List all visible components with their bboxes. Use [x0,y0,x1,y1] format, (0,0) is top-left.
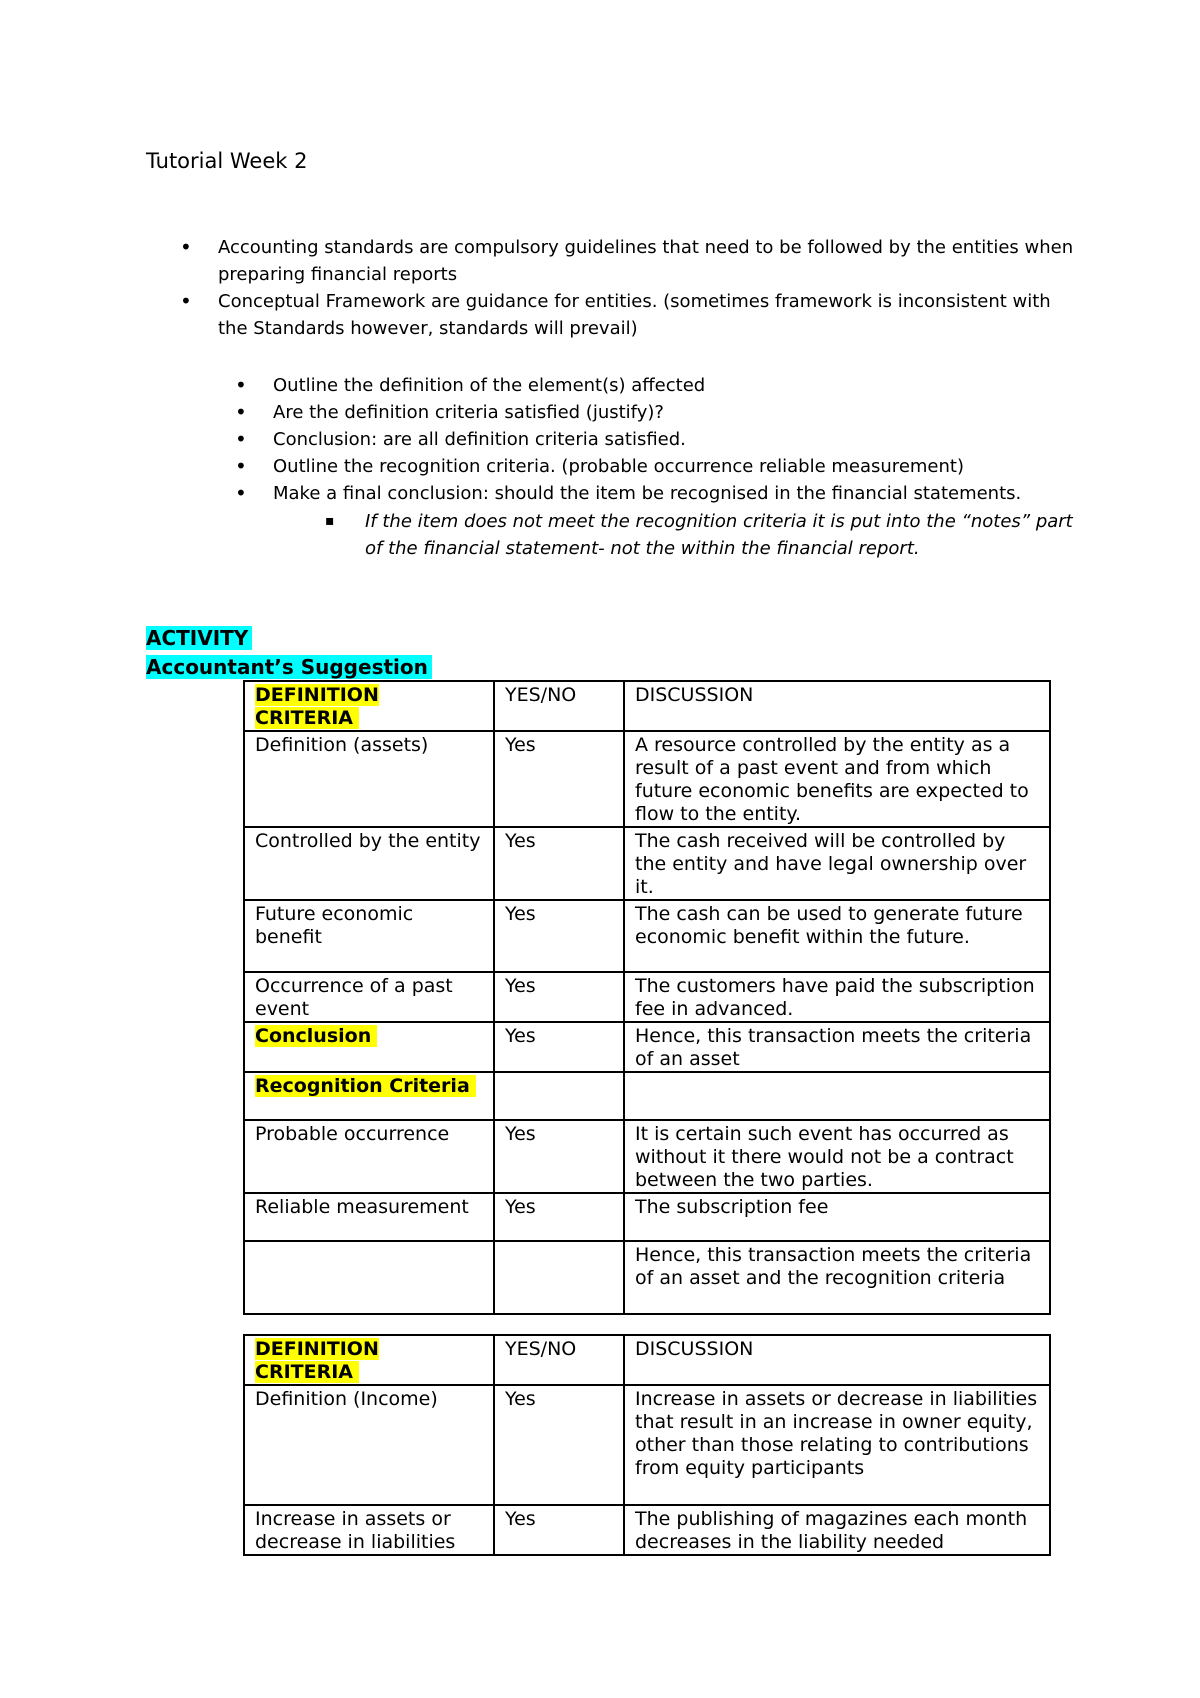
header-cell [244,1335,494,1385]
criteria-cell: Controlled by the entity [244,827,494,900]
table-row [244,1385,1050,1505]
discussion-cell: The customers have paid the subscription fee in advanced. [624,972,1050,1022]
yesno-cell: Yes [494,827,624,900]
discussion-cell: The publishing of magazines each month decreases in the liability needed [624,1505,1050,1555]
discussion-cell: The cash received will be controlled by the entity and have legal ownership over it. [624,827,1050,900]
yesno-cell: Yes [494,731,624,827]
yesno-cell [494,1072,624,1120]
yesno-cell: Yes [494,1022,624,1072]
discussion-cell: Hence, this transaction meets the criteria of an asset [624,1022,1050,1072]
yesno-cell: Yes [494,1385,624,1505]
discussion-cell: It is certain such event has occurred as without it there would not be a contract between the two parties. [624,1120,1050,1193]
step-bullet: • Make a final conclusion: should the item be recognised in the financial statements. [235,480,1095,507]
header-cell: YES/NO [494,1335,624,1385]
yesno-cell [494,1241,624,1314]
step-bullet: • Outline the recognition criteria. (probable occurrence reliable measurement) [235,453,1095,480]
table-row [244,731,1050,827]
header-cell [244,681,494,731]
criteria-cell [244,1022,494,1072]
table-row [244,1022,1050,1072]
table-row [244,1120,1050,1193]
header-criteria-label: DEFINITION CRITERIA [255,684,379,729]
criteria-cell: Increase in assets or decrease in liabilities [244,1505,494,1555]
step-bullet: • Conclusion: are all definition criteria satisfied. [235,426,1095,453]
conclusion-label: Conclusion [255,1025,377,1047]
criteria-cell: Probable occurrence [244,1120,494,1193]
table-row [244,1505,1050,1555]
asset-criteria-table [243,680,1051,1315]
activity-label: ACTIVITY [146,626,252,650]
header-criteria-label: DEFINITION CRITERIA [255,1338,379,1383]
criteria-cell: Definition (Income) [244,1385,494,1505]
criteria-cell: Occurrence of a past event [244,972,494,1022]
criteria-cell: Definition (assets) [244,731,494,827]
steps-bullet-list [235,372,1095,507]
header-cell: YES/NO [494,681,624,731]
criteria-cell: Reliable measurement [244,1193,494,1241]
yesno-cell: Yes [494,972,624,1022]
recognition-criteria-label: Recognition Criteria [255,1075,476,1097]
recognition-note: ▪ If the item does not meet the recognition criteria it is put into the “notes” part of the financial statement- not the within the financial report. [325,508,1095,562]
table-row [244,900,1050,972]
discussion-cell: The subscription fee [624,1193,1050,1241]
table-row [244,827,1050,900]
step-bullet: • Outline the definition of the element(s) affected [235,372,1095,399]
discussion-cell: Hence, this transaction meets the criteria of an asset and the recognition criteria [624,1241,1050,1314]
header-cell: DISCUSSION [624,1335,1050,1385]
activity-heading [146,624,432,682]
criteria-cell [244,1241,494,1314]
table-row [244,1241,1050,1314]
discussion-cell: Increase in assets or decrease in liabilities that result in an increase in owner equity, other than those relating to contributions from equity participants [624,1385,1050,1505]
suggestion-label: Accountant’s Suggestion [146,655,432,679]
yesno-cell: Yes [494,1505,624,1555]
discussion-cell [624,1072,1050,1120]
table-row [244,1072,1050,1120]
table-row [244,972,1050,1022]
header-cell: DISCUSSION [624,681,1050,731]
table-header-row [244,681,1050,731]
page-title: Tutorial Week 2 [146,149,308,173]
intro-bullet: • Conceptual Framework are guidance for entities. (sometimes framework is inconsistent with the Standards however, standards will prevail) [180,288,1080,342]
criteria-cell [244,1072,494,1120]
yesno-cell: Yes [494,1120,624,1193]
table-row [244,1193,1050,1241]
step-bullet: • Are the definition criteria satisfied (justify)? [235,399,1095,426]
intro-bullet-list [180,234,1080,342]
discussion-cell: The cash can be used to generate future economic benefit within the future. [624,900,1050,972]
yesno-cell: Yes [494,900,624,972]
intro-bullet: • Accounting standards are compulsory guidelines that need to be followed by the entities when preparing financial reports [180,234,1080,288]
discussion-cell: A resource controlled by the entity as a result of a past event and from which future economic benefits are expected to flow to the entity. [624,731,1050,827]
table-header-row [244,1335,1050,1385]
criteria-cell: Future economic benefit [244,900,494,972]
yesno-cell: Yes [494,1193,624,1241]
income-criteria-table [243,1334,1051,1556]
